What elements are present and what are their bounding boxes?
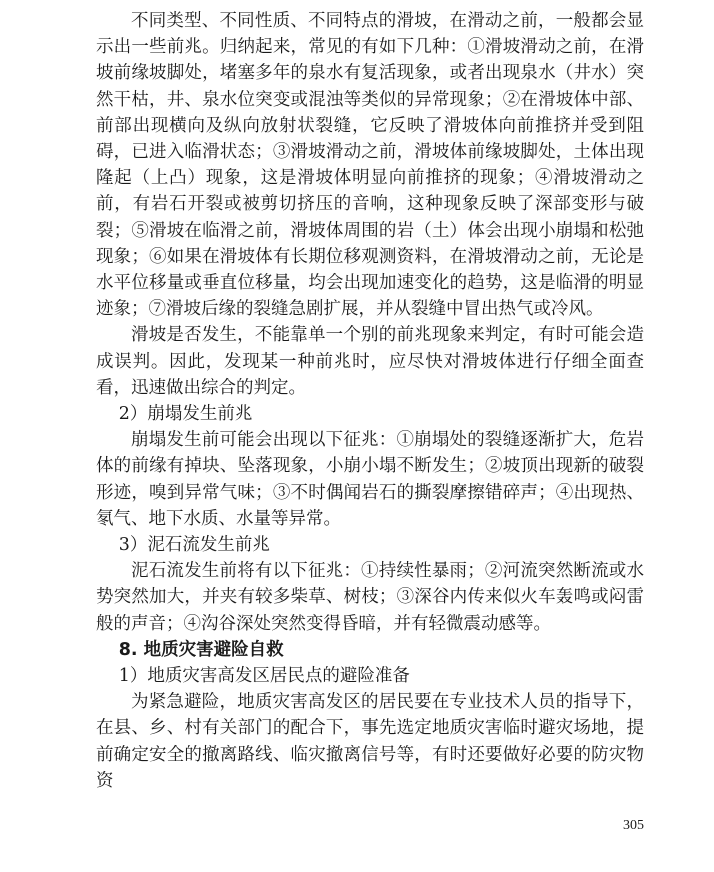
page-number: 305	[623, 818, 644, 833]
heading-evacuation-preparation: 1）地质灾害高发区居民点的避险准备	[118, 666, 410, 687]
paragraph-evacuation-preparation: 为紧急避险，地质灾害高发区的居民要在专业技术人员的指导下，在县、乡、村有关部门的配合下，事先选定地质灾害临时避灾场地，提前确定安全的撤离路线、临灾撤离信号等，有时还要做好必要的防灾物资	[96, 692, 644, 791]
paragraph-landslide-precursors: 不同类型、不同性质、不同特点的滑坡，在滑动之前，一般都会显示出一些前兆。归纳起来，常见的有如下几种：①滑坡滑动之前，在滑坡前缘坡脚处，堵塞多年的泉水有复活现象，或者出现泉水（井水）突然干枯，井、泉水位突变或混浊等类似的异常现象；②在滑坡体中部、前部出现横向及纵向放射状裂缝，它反映了滑坡体向前推挤并受到阻碍，已进入临滑状态；③滑坡滑动之前，滑坡体前缘坡脚处，土体出现隆起（上凸）现象，这是滑坡体明显向前推挤的现象；④滑坡滑动之前，有岩石开裂或被剪切挤压的音响，这种现象反映了深部变形与破裂；⑤滑坡在临滑之前，滑坡体周围的岩（土）体会出现小崩塌和松弛现象；⑥如果在滑坡体有长期位移观测资料，在滑坡滑动之前，无论是水平位移量或垂直位移量，均会出现加速变化的趋势，这是临滑的明显迹象；⑦滑坡后缘的裂缝急剧扩展，并从裂缝中冒出热气或冷风。	[96, 11, 644, 320]
body-text	[96, 8, 644, 794]
paragraph-collapse-precursors: 崩塌发生前可能会出现以下征兆：①崩塌处的裂缝逐渐扩大，危岩体的前缘有掉块、坠落现象，小崩小塌不断发生；②坡顶出现新的破裂形迹，嗅到异常气味；③不时偶闻岩石的撕裂摩擦错碎声；④出现热、氡气、地下水质、水量等异常。	[96, 430, 644, 529]
paragraph-debris-flow-precursors: 泥石流发生前将有以下征兆：①持续性暴雨；②河流突然断流或水势突然加大，并夹有较多柴草、树枝；③深谷内传来似火车轰鸣或闷雷般的声音；④沟谷深处突然变得昏暗，并有轻微震动感等。	[96, 561, 644, 634]
heading-collapse-precursors: 2）崩塌发生前兆	[118, 404, 253, 425]
paragraph-landslide-judgement: 滑坡是否发生，不能靠单一个别的前兆现象来判定，有时可能会造成误判。因此，发现某一种前兆时，应尽快对滑坡体进行仔细全面查看，迅速做出综合的判定。	[96, 325, 644, 398]
section-heading-self-rescue: 8. 地质灾害避险自救	[118, 639, 284, 660]
heading-debris-flow-precursors: 3）泥石流发生前兆	[118, 535, 270, 556]
